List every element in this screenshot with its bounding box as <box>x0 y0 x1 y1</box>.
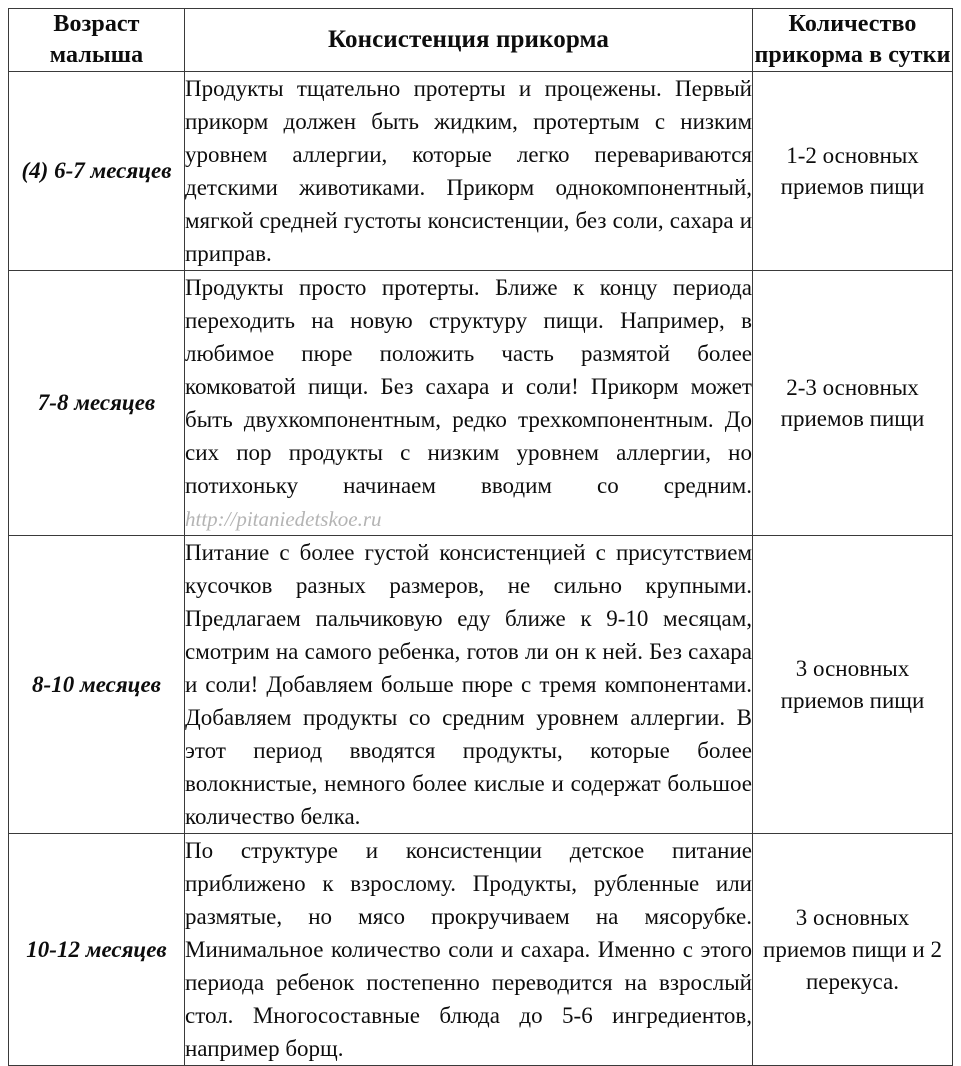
cell-age: 7-8 месяцев <box>9 271 185 536</box>
table-row <box>9 271 953 536</box>
table-header-row <box>9 9 953 72</box>
cell-amount: 2-3 основных приемов пищи <box>753 271 953 536</box>
cell-consistency <box>185 834 753 1066</box>
complementary-feeding-table <box>8 8 953 1066</box>
table-row <box>9 72 953 271</box>
cell-amount: 1-2 основных приемов пищи <box>753 72 953 271</box>
table-body <box>9 72 953 1066</box>
consistency-text: Питание с более густой консистенцией с присутствием кусочков разных размеров, не сильно крупными. Предлагаем пальчиковую еду ближе к 9-10 месяцам, смотрим на самого ребенка, готов ли он к ней. Без сахара и соли! Добавляем больше пюре с тремя компонентами. Добавляем продукты со средним уровнем аллергии. В этот период вводятся продукты, которые более волокнистые, немного более кислые и содержат большое количество белка. <box>185 540 752 830</box>
column-header-amount: Количество прикорма в сутки <box>753 9 953 72</box>
cell-amount: 3 основных приемов пищи <box>753 536 953 834</box>
consistency-text <box>185 271 752 535</box>
table-header <box>9 9 953 72</box>
column-header-consistency: Консистенция прикорма <box>185 9 753 72</box>
cell-age: 8-10 месяцев <box>9 536 185 834</box>
table-row <box>9 536 953 834</box>
cell-consistency <box>185 271 753 536</box>
table-row <box>9 834 953 1066</box>
consistency-text: Продукты тщательно протерты и процежены. Первый прикорм должен быть жидким, протертым с низким уровнем аллергии, которые легко перевариваются детскими животиками. Прикорм однокомпонентный, мягкой средней густоты консистенции, без соли, сахара и приправ. <box>185 76 752 267</box>
cell-consistency <box>185 536 753 834</box>
cell-age: (4) 6-7 месяцев <box>9 72 185 271</box>
watermark-url: http://pitaniedetskoe.ru <box>185 507 382 532</box>
consistency-body: Продукты просто протерты. Ближе к концу периода переходить на новую структуру пищи. Например, в любимое пюре положить часть размятой более комковатой пищи. Без сахара и соли! Прикорм может быть двухкомпонентным, редко трехкомпонентным. До сих пор продукты с низким уровнем аллергии, но потихоньку начинаем вводим со средним. <box>185 275 752 499</box>
cell-age: 10-12 месяцев <box>9 834 185 1066</box>
column-header-age: Возраст малыша <box>9 9 185 72</box>
cell-consistency <box>185 72 753 271</box>
cell-amount: 3 основных приемов пищи и 2 перекуса. <box>753 834 953 1066</box>
consistency-text: По структуре и консистенции детское питание приближено к взрослому. Продукты, рубленные или размятые, но мясо прокручиваем на мясорубке. Минимальное количество соли и сахара. Именно с этого периода ребенок постепенно переводится на взрослый стол. Многосоставные блюда до 5-6 ингредиентов, например борщ. <box>185 838 752 1062</box>
